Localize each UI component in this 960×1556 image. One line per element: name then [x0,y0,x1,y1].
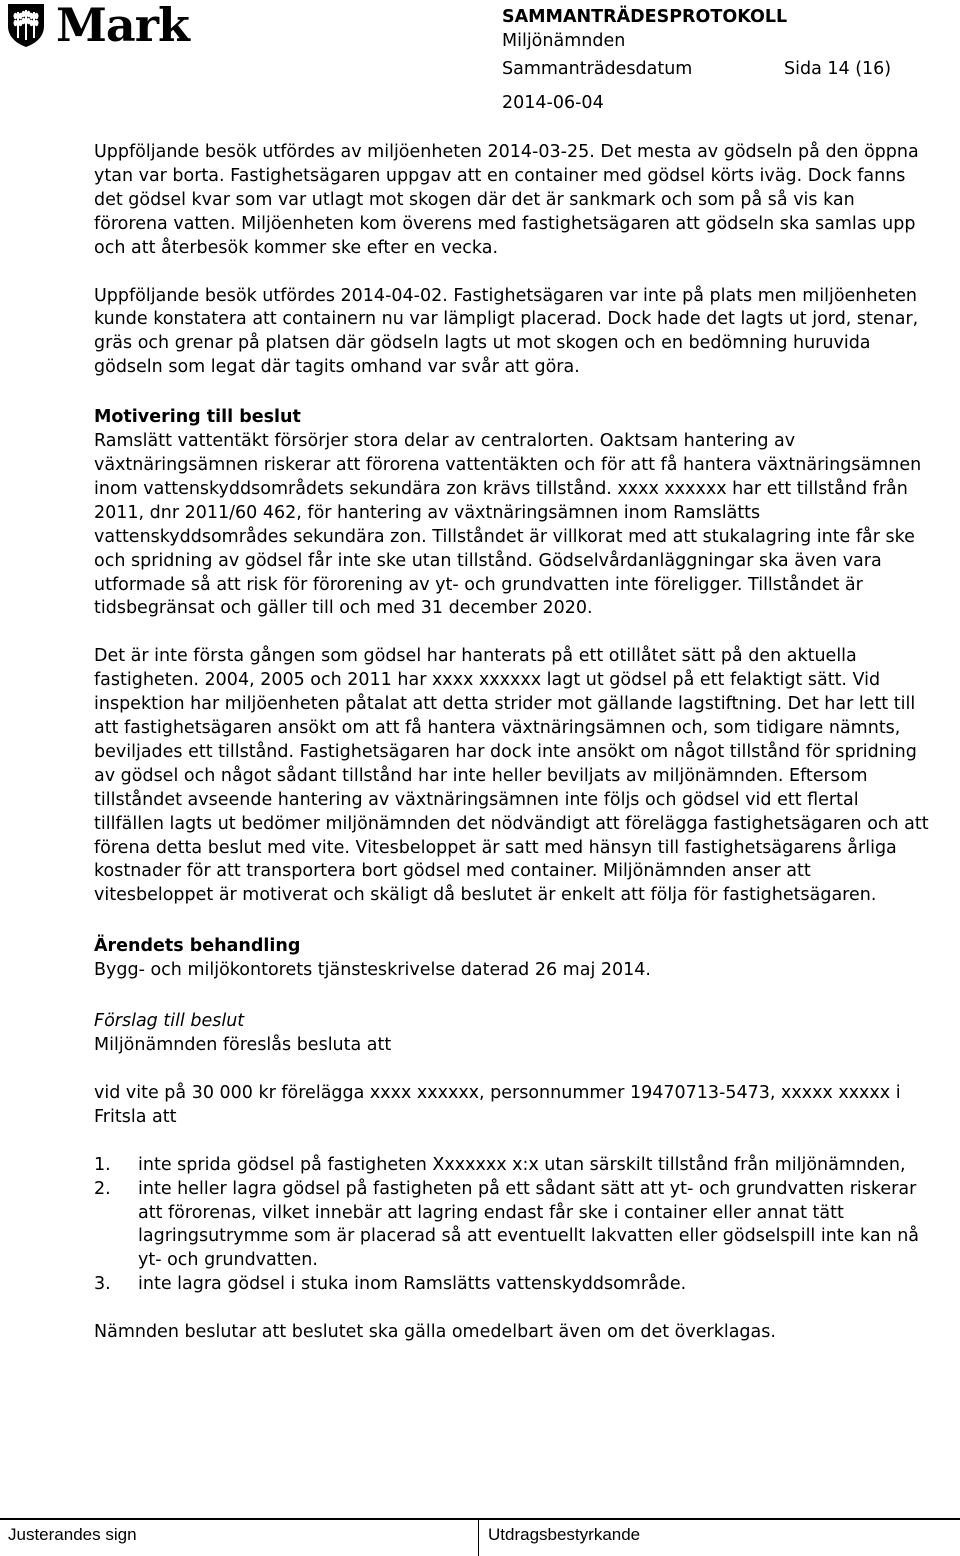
board-name: Miljönämnden [502,31,626,51]
paragraph-motivation: Ramslätt vattentäkt försörjer stora delar av centralorten. Oaktsam hantering av växtnäringsämnen riskerar att förorena vattentäkten och för att få hantera växtnäringsämnen inom vattenskyddsområdets sekundära zon krävs tillstånd. xxxx xxxxxx har ett tillstånd från 2011, dnr 2011/60 462, för hantering av växtnäringsämnen inom Ramslätts vattenskyddsområdes sekundära zon. Tillståndet är villkorat med att stukalagring inte får ske och spridning av gödsel får inte ske utan tillstånd. Gödselvårdanläggningar ska även vara utformade så att risk för förorening av yt- och grundvatten inte föreligger. Tillståndet är tidsbegränsat och gäller till och med 31 december 2020. [94,431,922,619]
paragraph-history: Det är inte första gången som gödsel har hanterats på ett otillåtet sätt på den aktuella fastigheten. 2004, 2005 och 2011 har xxxx xxxxxx lagt ut gödsel på ett felaktigt sätt. Vid inspektion har miljöenheten påtalat att detta strider mot gällande lagstiftning. Det har lett till att fastighetsägaren ansökt om att få hantera växtnäringsämnen och, som tidigare nämnts, beviljades ett tillstånd. Fastighetsägaren har dock inte ansökt om något tillstånd för spridning av gödsel och något sådant tillstånd har inte heller beviljats av miljönämnden. Eftersom tillståndet avseende hantering av växtnäringsämnen inte följs och gödsel vid ett flertal tillfällen lagts ut bedömer miljönämnden det nödvändigt att förelägga fastighetsägaren och att förena detta beslut med vite. Vitesbeloppet är satt med hänsyn till fastighetsägarens årliga kostnader för att transportera bort gödsel med container. Miljönämnden anser att vitesbeloppet är motiverat och skäligt då beslutet är enkelt att följa för fastighetsägaren. [94,646,929,906]
footer-divider [478,1520,479,1556]
paragraph-injunction: vid vite på 30 000 kr förelägga xxxx xxxxxx, personnummer 19470713-5473, xxxxx xxxxx i Fritsla att [94,1082,901,1127]
paragraph-case-handling: Bygg- och miljökontorets tjänsteskrivelse daterad 26 maj 2014. [94,960,651,981]
extract-certification-label: Utdragsbestyrkande [488,1525,641,1544]
list-item-number: 2. [94,1178,111,1199]
document-body [94,141,934,1345]
list-item-number: 3. [94,1274,111,1295]
list-item [94,1273,934,1297]
signature-footer [0,1518,960,1556]
list-item-text: inte lagra gödsel i stuka inom Ramslätts vattenskyddsområde. [138,1274,687,1295]
crest-icon [6,2,46,48]
document-title: SAMMANTRÄDESPROTOKOLL [502,7,788,27]
heading-motivation: Motivering till beslut [94,407,301,428]
meeting-date-label: Sammanträdesdatum [502,59,693,79]
heading-proposal: Förslag till beslut [94,1011,245,1032]
list-item-number: 1. [94,1154,111,1175]
page-number: Sida 14 (16) [784,59,892,79]
list-item [94,1178,934,1274]
meeting-date: 2014-06-04 [502,93,604,113]
injunction-list [94,1154,934,1297]
adjuster-signature-label: Justerandes sign [8,1525,137,1544]
logo-wordmark: Mark [56,0,189,52]
paragraph-followup-2: Uppföljande besök utfördes 2014-04-02. Fastighetsägaren var inte på plats men miljöenheten kunde konstatera att containern nu var lämpligt placerad. Dock hade det lagts ut jord, stenar, gräs och grenar på platsen där gödseln lagts ut mot skogen och en bedömning huruvida gödseln som legat där tagits omhand var svår att göra. [94,285,919,378]
list-item [94,1154,934,1178]
municipality-logo [6,0,189,52]
heading-case-handling: Ärendets behandling [94,936,301,957]
paragraph-immediate-effect: Nämnden beslutar att beslutet ska gälla omedelbart även om det överklagas. [94,1322,776,1343]
paragraph-proposal-intro: Miljönämnden föreslås besluta att [94,1035,392,1055]
list-item-text: inte sprida gödsel på fastigheten Xxxxxxx x:x utan särskilt tillstånd från miljönämnden, [138,1154,906,1175]
paragraph-followup-1: Uppföljande besök utfördes av miljöenheten 2014-03-25. Det mesta av gödseln på den öppna ytan var borta. Fastighetsägaren uppgav att en container med gödsel körts iväg. Dock fanns det gödsel kvar som var utlagt mot skogen där det är sankmark och som på så vis kan förorena vatten. Miljöenheten kom överens med fastighetsägaren att gödseln ska samlas upp och att återbesök kommer ske efter en vecka. [94,142,919,258]
list-item-text: inte heller lagra gödsel på fastigheten på ett sådant sätt att yt- och grundvatten riskerar att förorenas, vilket innebär att lagring endast får ske i container eller annat tätt lagringsutrymme som är placerad så att eventuellt lakvatten eller gödselspill inte kan nå yt- och grundvatten. [138,1178,920,1271]
